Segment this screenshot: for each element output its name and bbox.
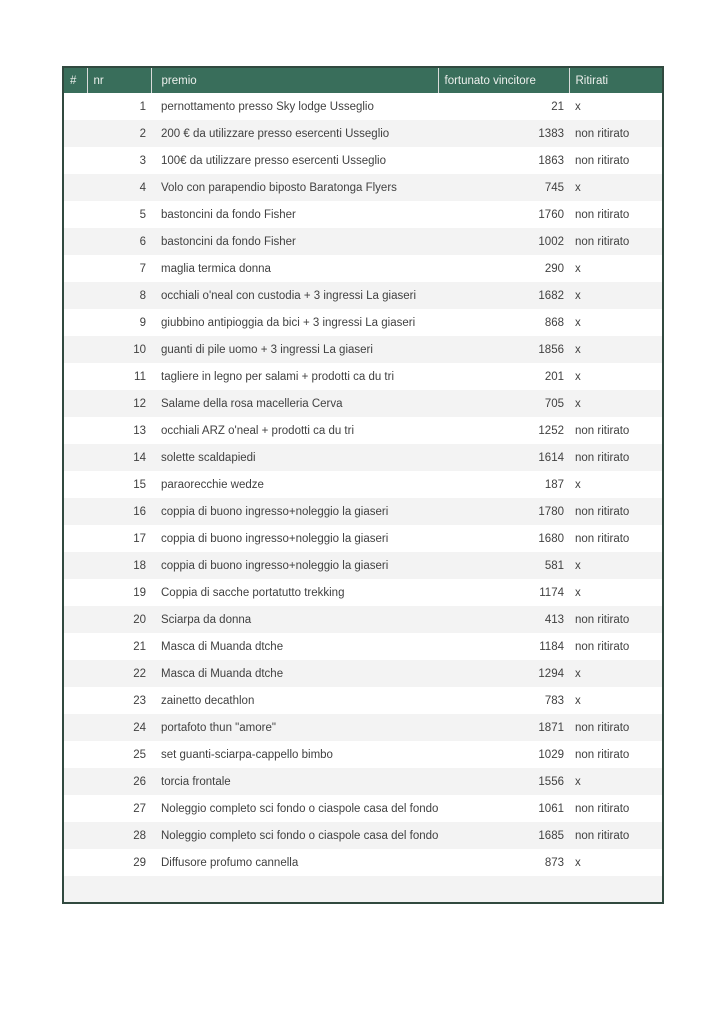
table-row xyxy=(63,174,663,201)
row-ritirati-cell: x xyxy=(575,856,581,869)
row-hash-cell xyxy=(63,120,87,147)
row-hash-cell xyxy=(63,201,87,228)
table-row xyxy=(63,471,663,498)
row-hash-cell xyxy=(63,579,87,606)
row-nr-cell: 27 xyxy=(133,802,146,815)
row-hash-cell xyxy=(63,471,87,498)
row-nr-cell: 28 xyxy=(87,822,151,849)
row-premio-cell: coppia di buono ingresso+noleggio la giaseri xyxy=(151,498,438,525)
row-premio-cell: Sciarpa da donna xyxy=(151,606,438,633)
row-ritirati-cell: x xyxy=(575,316,581,329)
row-nr-cell: 22 xyxy=(87,660,151,687)
table-row xyxy=(63,390,663,417)
row-premio-cell: paraorecchie wedze xyxy=(161,478,264,491)
table-row xyxy=(63,579,663,606)
table-row xyxy=(63,309,663,336)
row-nr-cell: 9 xyxy=(139,316,146,329)
row-premio-cell: Salame della rosa macelleria Cerva xyxy=(151,390,438,417)
row-vincitore-cell: 783 xyxy=(544,694,564,707)
row-premio-cell: occhiali o'neal con custodia + 3 ingressi La giaseri xyxy=(151,282,438,309)
row-ritirati-cell: x xyxy=(575,370,581,383)
row-nr-cell: 29 xyxy=(133,856,146,869)
row-nr-cell: 13 xyxy=(133,424,146,437)
empty-cell xyxy=(438,876,569,903)
row-hash-cell xyxy=(63,336,87,363)
row-ritirati-cell: x xyxy=(575,100,581,113)
table-row xyxy=(63,606,663,633)
row-nr-cell: 16 xyxy=(87,498,151,525)
row-nr-cell: 7 xyxy=(139,262,146,275)
empty-cell xyxy=(151,876,438,903)
row-premio-cell: tagliere in legno per salami + prodotti ca du tri xyxy=(161,370,395,383)
row-premio-cell: coppia di buono ingresso+noleggio la giaseri xyxy=(161,532,389,545)
row-hash-cell xyxy=(63,768,87,795)
row-nr-cell: 4 xyxy=(87,174,151,201)
row-hash-cell xyxy=(63,795,87,822)
row-vincitore-cell: 290 xyxy=(544,262,564,275)
table-row xyxy=(63,714,663,741)
table-row xyxy=(63,282,663,309)
row-nr-cell: 10 xyxy=(87,336,151,363)
row-premio-cell: guanti di pile uomo + 3 ingressi La giaseri xyxy=(151,336,438,363)
row-nr-cell: 26 xyxy=(87,768,151,795)
row-vincitore-cell: 1061 xyxy=(538,802,564,815)
table-row xyxy=(63,633,663,660)
prize-table-body xyxy=(63,93,663,903)
row-ritirati-cell: non ritirato xyxy=(575,154,630,167)
row-vincitore-cell: 1252 xyxy=(538,424,564,437)
row-vincitore-cell: 1863 xyxy=(538,154,564,167)
row-ritirati-cell: x xyxy=(575,694,581,707)
table-row xyxy=(63,147,663,174)
row-ritirati-cell: x xyxy=(575,262,581,275)
row-ritirati-cell: non ritirato xyxy=(569,120,663,147)
row-premio-cell: torcia frontale xyxy=(151,768,438,795)
row-premio-cell: giubbino antipioggia da bici + 3 ingressi La giaseri xyxy=(161,316,416,329)
row-ritirati-cell: non ritirato xyxy=(575,532,630,545)
row-vincitore-cell: 1002 xyxy=(438,228,569,255)
empty-cell xyxy=(569,876,663,903)
table-row xyxy=(63,228,663,255)
row-hash-cell xyxy=(63,417,87,444)
row-nr-cell: 5 xyxy=(139,208,146,221)
row-premio-cell: solette scaldapiedi xyxy=(151,444,438,471)
row-nr-cell: 2 xyxy=(87,120,151,147)
row-premio-cell: bastoncini da fondo Fisher xyxy=(161,208,296,221)
row-vincitore-cell: 1780 xyxy=(438,498,569,525)
row-hash-cell xyxy=(63,309,87,336)
row-vincitore-cell: 1174 xyxy=(539,586,564,599)
row-vincitore-cell: 1614 xyxy=(438,444,569,471)
row-vincitore-cell: 413 xyxy=(438,606,569,633)
row-nr-cell: 20 xyxy=(87,606,151,633)
row-premio-cell: Noleggio completo sci fondo o ciaspole casa del fondo xyxy=(161,802,438,815)
table-row xyxy=(63,660,663,687)
row-ritirati-cell: non ritirato xyxy=(569,498,663,525)
row-premio-cell: 100€ da utilizzare presso esercenti Usseglio xyxy=(161,154,387,167)
table-row xyxy=(63,255,663,282)
row-ritirati-cell: x xyxy=(575,586,581,599)
row-nr-cell: 11 xyxy=(134,370,146,383)
row-premio-cell: portafoto thun "amore" xyxy=(151,714,438,741)
table-header-row xyxy=(63,67,663,93)
row-hash-cell xyxy=(63,93,87,120)
row-vincitore-cell: 1760 xyxy=(538,208,564,221)
row-ritirati-cell: x xyxy=(569,660,663,687)
row-ritirati-cell: non ritirato xyxy=(569,714,663,741)
row-premio-cell: Volo con parapendio biposto Baratonga Flyers xyxy=(151,174,438,201)
row-premio-cell: Masca di Muanda dtche xyxy=(151,660,438,687)
row-hash-cell xyxy=(63,606,87,633)
row-vincitore-cell: 581 xyxy=(438,552,569,579)
row-hash-cell xyxy=(63,660,87,687)
table-row xyxy=(63,93,663,120)
row-vincitore-cell: 1685 xyxy=(438,822,569,849)
table-row xyxy=(63,687,663,714)
row-hash-cell xyxy=(63,849,87,876)
row-hash-cell xyxy=(63,147,87,174)
row-vincitore-cell: 1294 xyxy=(438,660,569,687)
row-hash-cell xyxy=(63,255,87,282)
row-hash-cell xyxy=(63,552,87,579)
table-row xyxy=(63,201,663,228)
row-ritirati-cell: x xyxy=(569,336,663,363)
row-hash-cell xyxy=(63,741,87,768)
row-nr-cell: 23 xyxy=(133,694,146,707)
row-nr-cell: 21 xyxy=(133,640,146,653)
row-vincitore-cell: 1029 xyxy=(538,748,564,761)
row-ritirati-cell: non ritirato xyxy=(569,606,663,633)
row-vincitore-cell: 1680 xyxy=(538,532,564,545)
row-nr-cell: 6 xyxy=(87,228,151,255)
row-nr-cell: 25 xyxy=(133,748,146,761)
column-header-vincitore: fortunato vincitore xyxy=(438,67,569,93)
row-vincitore-cell: 705 xyxy=(438,390,569,417)
row-vincitore-cell: 868 xyxy=(544,316,564,329)
row-ritirati-cell: non ritirato xyxy=(575,802,630,815)
row-vincitore-cell: 1556 xyxy=(438,768,569,795)
column-header-nr: nr xyxy=(87,67,151,93)
row-ritirati-cell: x xyxy=(569,768,663,795)
row-hash-cell xyxy=(63,714,87,741)
row-hash-cell xyxy=(63,687,87,714)
row-nr-cell: 3 xyxy=(139,154,146,167)
row-premio-cell: 200 € da utilizzare presso esercenti Usseglio xyxy=(151,120,438,147)
row-premio-cell: maglia termica donna xyxy=(161,262,271,275)
row-ritirati-cell: x xyxy=(569,390,663,417)
empty-cell xyxy=(87,876,151,903)
table-row xyxy=(63,768,663,795)
row-hash-cell xyxy=(63,498,87,525)
row-vincitore-cell: 21 xyxy=(551,100,564,113)
row-hash-cell xyxy=(63,633,87,660)
row-vincitore-cell: 201 xyxy=(544,370,564,383)
row-ritirati-cell: non ritirato xyxy=(569,822,663,849)
row-ritirati-cell: non ritirato xyxy=(569,228,663,255)
row-ritirati-cell: x xyxy=(569,174,663,201)
table-row xyxy=(63,336,663,363)
row-hash-cell xyxy=(63,228,87,255)
row-vincitore-cell: 1184 xyxy=(539,640,564,653)
prize-table xyxy=(62,66,664,904)
row-nr-cell: 24 xyxy=(87,714,151,741)
row-ritirati-cell: x xyxy=(575,478,581,491)
row-vincitore-cell: 745 xyxy=(438,174,569,201)
row-hash-cell xyxy=(63,822,87,849)
row-hash-cell xyxy=(63,525,87,552)
empty-cell xyxy=(63,876,87,903)
table-row xyxy=(63,417,663,444)
table-row xyxy=(63,525,663,552)
row-ritirati-cell: non ritirato xyxy=(575,640,630,653)
row-premio-cell: coppia di buono ingresso+noleggio la giaseri xyxy=(151,552,438,579)
row-nr-cell: 17 xyxy=(133,532,146,545)
row-premio-cell: Coppia di sacche portatutto trekking xyxy=(161,586,345,599)
table-row xyxy=(63,444,663,471)
table-row xyxy=(63,741,663,768)
row-nr-cell: 12 xyxy=(87,390,151,417)
row-vincitore-cell: 1871 xyxy=(438,714,569,741)
row-vincitore-cell: 1383 xyxy=(438,120,569,147)
row-premio-cell: Noleggio completo sci fondo o ciaspole casa del fondo xyxy=(151,822,438,849)
row-hash-cell xyxy=(63,363,87,390)
row-vincitore-cell: 187 xyxy=(544,478,564,491)
column-header-hash: # xyxy=(63,67,87,93)
row-vincitore-cell: 1682 xyxy=(438,282,569,309)
column-header-ritirati: Ritirati xyxy=(569,67,663,93)
row-nr-cell: 1 xyxy=(139,100,146,113)
table-row xyxy=(63,795,663,822)
table-row xyxy=(63,498,663,525)
row-ritirati-cell: x xyxy=(569,552,663,579)
row-nr-cell: 8 xyxy=(87,282,151,309)
row-premio-cell: set guanti-sciarpa-cappello bimbo xyxy=(161,748,333,761)
row-nr-cell: 19 xyxy=(133,586,146,599)
row-hash-cell xyxy=(63,282,87,309)
row-premio-cell: zainetto decathlon xyxy=(161,694,255,707)
row-ritirati-cell: non ritirato xyxy=(569,444,663,471)
row-ritirati-cell: non ritirato xyxy=(575,208,630,221)
empty-filler-row xyxy=(63,876,663,903)
row-nr-cell: 15 xyxy=(133,478,146,491)
table-row xyxy=(63,849,663,876)
row-ritirati-cell: non ritirato xyxy=(575,424,630,437)
row-premio-cell: Diffusore profumo cannella xyxy=(161,856,299,869)
row-nr-cell: 18 xyxy=(87,552,151,579)
row-ritirati-cell: x xyxy=(569,282,663,309)
table-row xyxy=(63,552,663,579)
row-premio-cell: bastoncini da fondo Fisher xyxy=(151,228,438,255)
row-premio-cell: Masca di Muanda dtche xyxy=(161,640,284,653)
row-hash-cell xyxy=(63,390,87,417)
row-premio-cell: occhiali ARZ o'neal + prodotti ca du tri xyxy=(161,424,355,437)
row-nr-cell: 14 xyxy=(87,444,151,471)
table-row xyxy=(63,822,663,849)
table-row xyxy=(63,363,663,390)
row-premio-cell: pernottamento presso Sky lodge Usseglio xyxy=(161,100,374,113)
table-row xyxy=(63,120,663,147)
row-hash-cell xyxy=(63,444,87,471)
row-ritirati-cell: non ritirato xyxy=(575,748,630,761)
column-header-premio: premio xyxy=(151,67,438,93)
row-hash-cell xyxy=(63,174,87,201)
row-vincitore-cell: 873 xyxy=(544,856,564,869)
row-vincitore-cell: 1856 xyxy=(438,336,569,363)
